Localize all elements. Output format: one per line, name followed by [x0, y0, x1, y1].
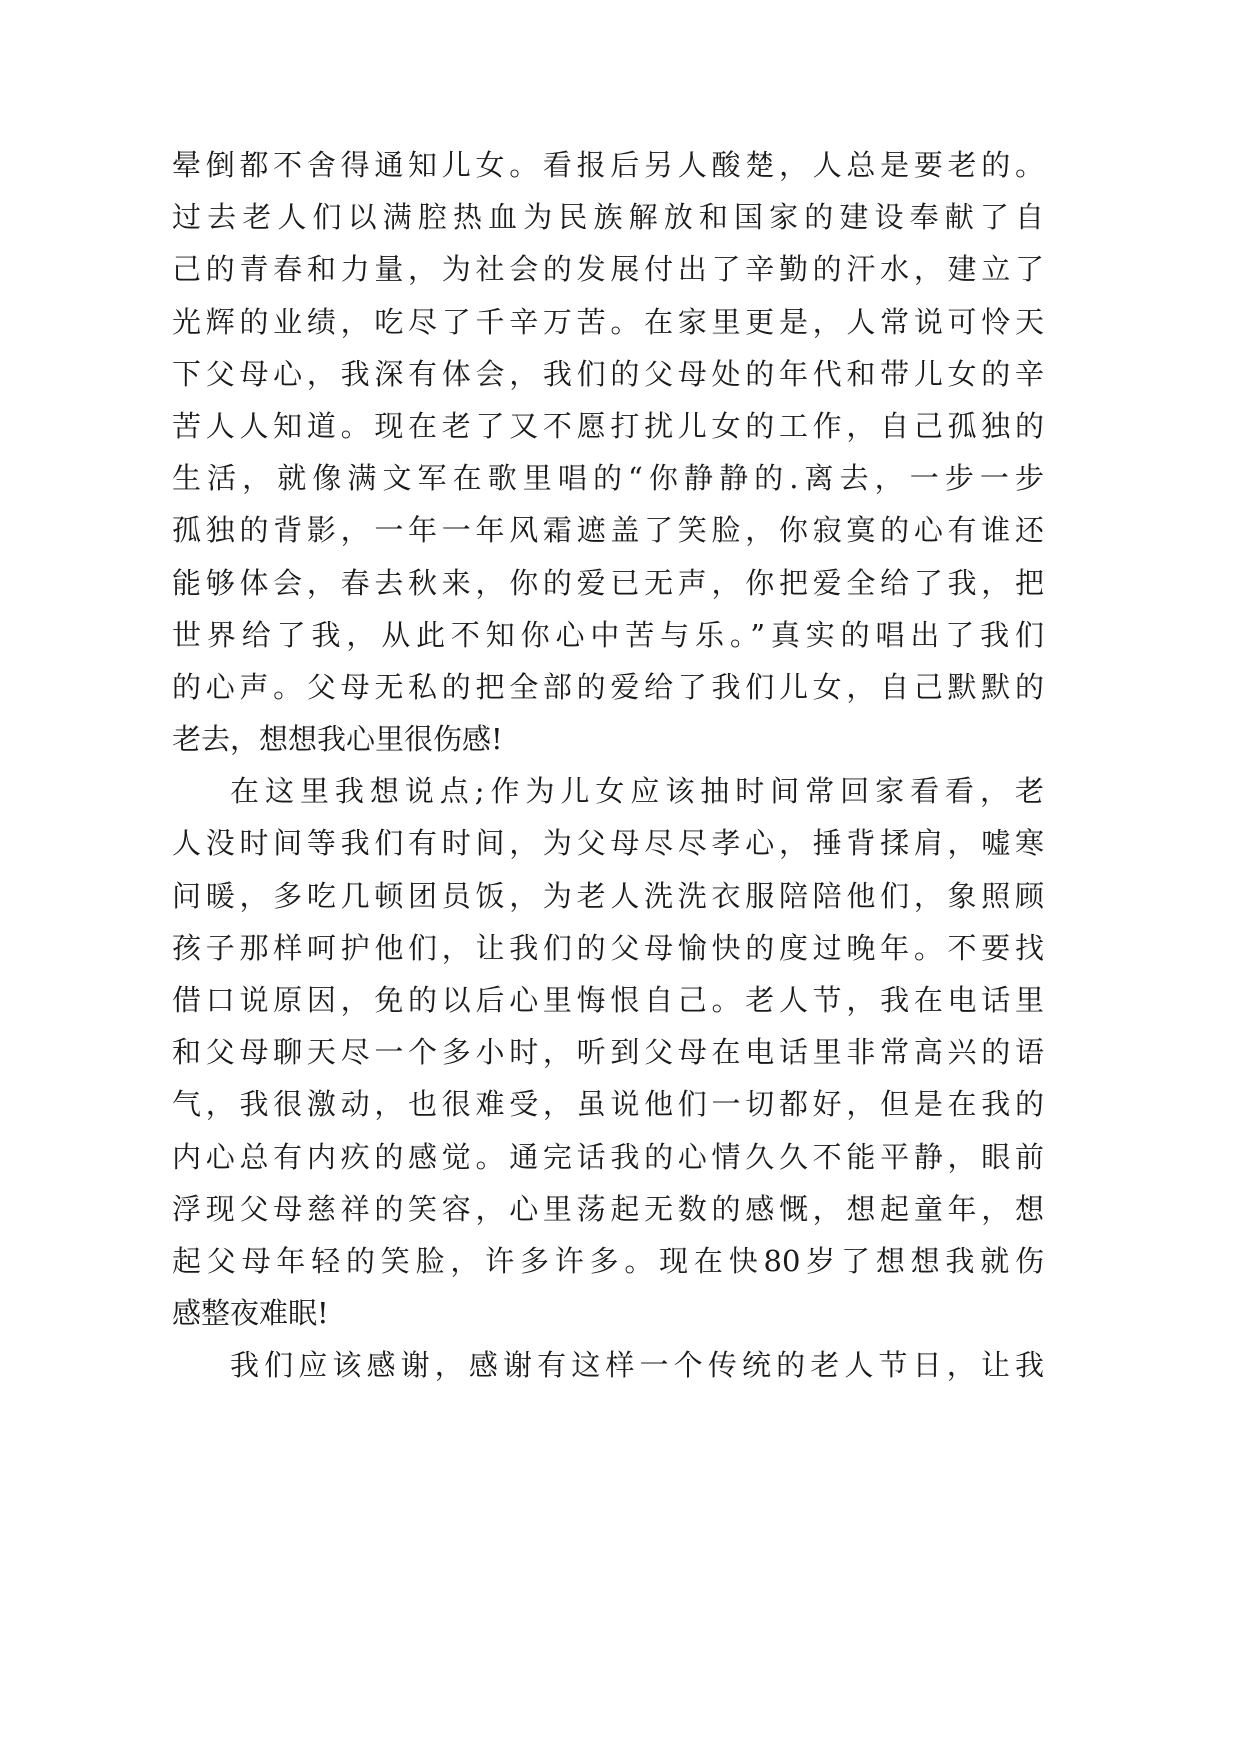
text-line: 老去，想想我心里很伤感!	[172, 722, 503, 757]
text-line: 问暖，多吃几顿团员饭，为老人洗洗衣服陪陪他们，象照顾	[172, 878, 1044, 913]
text-line: 世界给了我，从此不知你心中苦与乐。”真实的唱出了我们	[172, 617, 1044, 652]
text-line: 孤独的背影，一年一年风霜遮盖了笑脸，你寂寞的心有谁还	[172, 513, 1044, 548]
text-line: 气，我很激动，也很难受，虽说他们一切都好，但是在我的	[172, 1087, 1044, 1122]
text-line: 内心总有内疚的感觉。通完话我的心情久久不能平静，眼前	[172, 1139, 1044, 1174]
text-line: 起父母年轻的笑脸，许多许多。现在快80岁了想想我就伤	[172, 1243, 1044, 1278]
text-line: 浮现父母慈祥的笑容，心里荡起无数的感慨，想起童年，想	[172, 1191, 1044, 1226]
text-line: 借口说原因，免的以后心里悔恨自己。老人节，我在电话里	[172, 983, 1044, 1017]
text-line: 过去老人们以满腔热血为民族解放和国家的建设奉献了自	[172, 200, 1044, 235]
text-line: 能够体会，春去秋来，你的爱已无声，你把爱全给了我，把	[172, 565, 1044, 600]
text-line: 感整夜难眠!	[172, 1296, 329, 1331]
text-line: 苦人人知道。现在老了又不愿打扰儿女的工作，自己孤独的	[172, 408, 1044, 443]
body-text	[172, 139, 1044, 1392]
text-line: 和父母聊天尽一个多小时，听到父母在电话里非常高兴的语	[172, 1035, 1044, 1070]
paragraph-1	[172, 139, 1044, 765]
text-line: 在这里我想说点;作为儿女应该抽时间常回家看看，老	[230, 774, 1044, 809]
paragraph-2	[172, 765, 1044, 1339]
text-line: 的心声。父母无私的把全部的爱给了我们儿女，自己默默的	[172, 669, 1044, 704]
text-line: 下父母心，我深有体会，我们的父母处的年代和带儿女的辛	[172, 356, 1044, 391]
text-line: 光辉的业绩，吃尽了千辛万苦。在家里更是，人常说可怜天	[172, 304, 1044, 339]
text-line: 晕倒都不舍得通知儿女。看报后另人酸楚，人总是要老的。	[172, 148, 1044, 182]
text-line: 己的青春和力量，为社会的发展付出了辛勤的汗水，建立了	[172, 252, 1044, 287]
text-line: 孩子那样呵护他们，让我们的父母愉快的度过晚年。不要找	[172, 930, 1044, 965]
text-line: 人没时间等我们有时间，为父母尽尽孝心，捶背揉肩，嘘寒	[172, 826, 1044, 861]
text-line: 生活，就像满文军在歌里唱的“你静静的.离去，一步一步	[172, 461, 1044, 496]
text-line: 我们应该感谢，感谢有这样一个传统的老人节日，让我	[230, 1348, 1044, 1383]
paragraph-3	[172, 1339, 1044, 1391]
